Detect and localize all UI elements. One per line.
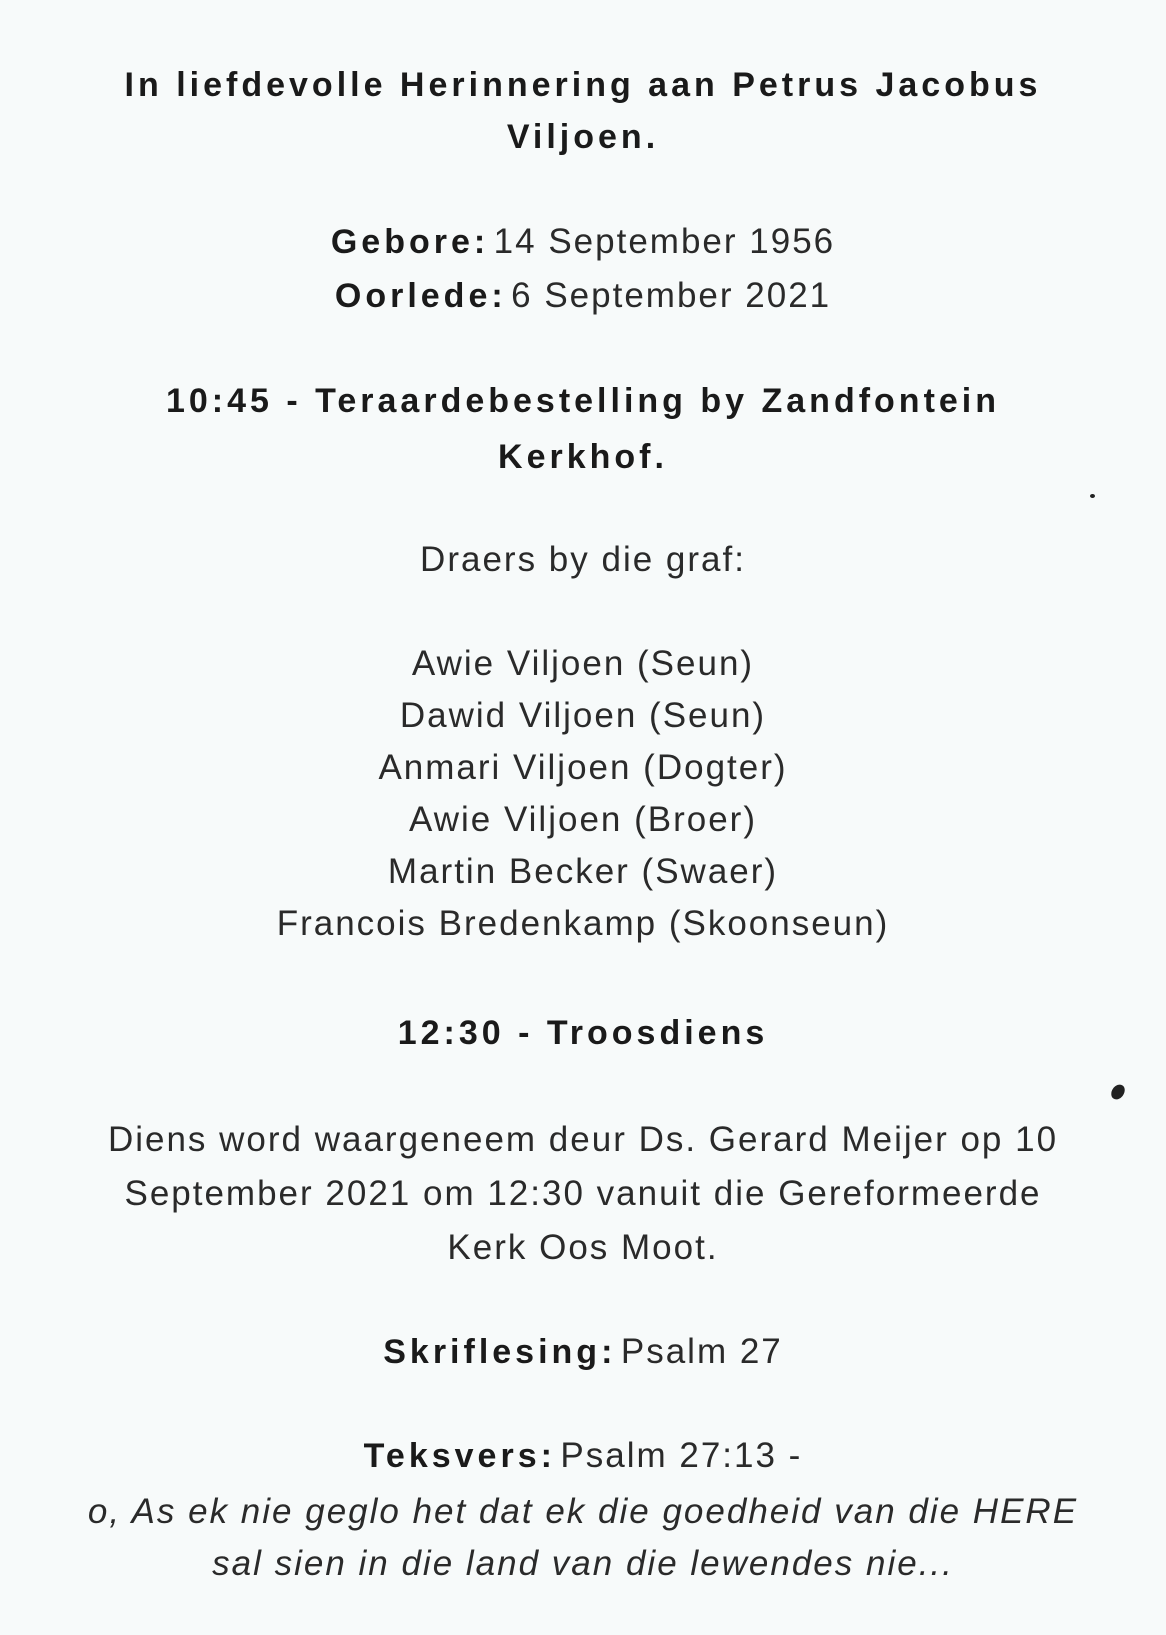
title-line-1: In liefdevolle Herinnering aan Petrus Jacobus (124, 66, 1042, 104)
reading-row (0, 1334, 1166, 1369)
service-line: Diens word waargeneem deur Ds. Gerard Meijer op 10 (107, 1120, 1059, 1159)
died-row (0, 278, 1166, 313)
burial-line-1: 10:45 - Teraardebestelling by Zandfontein (165, 382, 1001, 420)
born-label: Gebore: (330, 223, 490, 261)
died-label: Oorlede: (334, 277, 507, 315)
service-heading: 12:30 - Troosdiens (397, 1014, 769, 1052)
bearer-name: Dawid Viljoen (Seun) (399, 696, 767, 735)
service-line: September 2021 om 12:30 vanuit die Gereformeerde (124, 1174, 1042, 1213)
burial-line-2: Kerkhof. (498, 438, 668, 476)
text-verse-value: Psalm 27:13 - (560, 1436, 803, 1475)
text-verse-label: Teksvers: (363, 1437, 556, 1475)
bearer-name: Awie Viljoen (Seun) (411, 644, 755, 683)
quote-line-2: sal sien in die land van die lewendes nie... (212, 1544, 954, 1583)
bearer-name: Martin Becker (Swaer) (387, 852, 779, 891)
born-value: 14 September 1956 (493, 222, 836, 261)
born-row (0, 224, 1166, 259)
service-line: Kerk Oos Moot. (447, 1228, 719, 1267)
died-value: 6 September 2021 (511, 276, 832, 315)
reading-value: Psalm 27 (620, 1332, 783, 1371)
bearer-name: Francois Bredenkamp (Skoonseun) (276, 904, 890, 943)
quote-line-1: o, As ek nie geglo het dat ek die goedheid van die HERE (87, 1492, 1079, 1531)
bearer-name: Anmari Viljoen (Dogter) (378, 748, 788, 787)
ink-speck (1090, 494, 1095, 498)
reading-label: Skriflesing: (383, 1333, 617, 1371)
ink-speck (1108, 1082, 1127, 1102)
text-verse-row (0, 1438, 1166, 1473)
title-line-2: Viljoen. (506, 118, 660, 156)
bearer-name: Awie Viljoen (Broer) (408, 800, 757, 839)
bearers-heading: Draers by die graf: (420, 540, 746, 579)
